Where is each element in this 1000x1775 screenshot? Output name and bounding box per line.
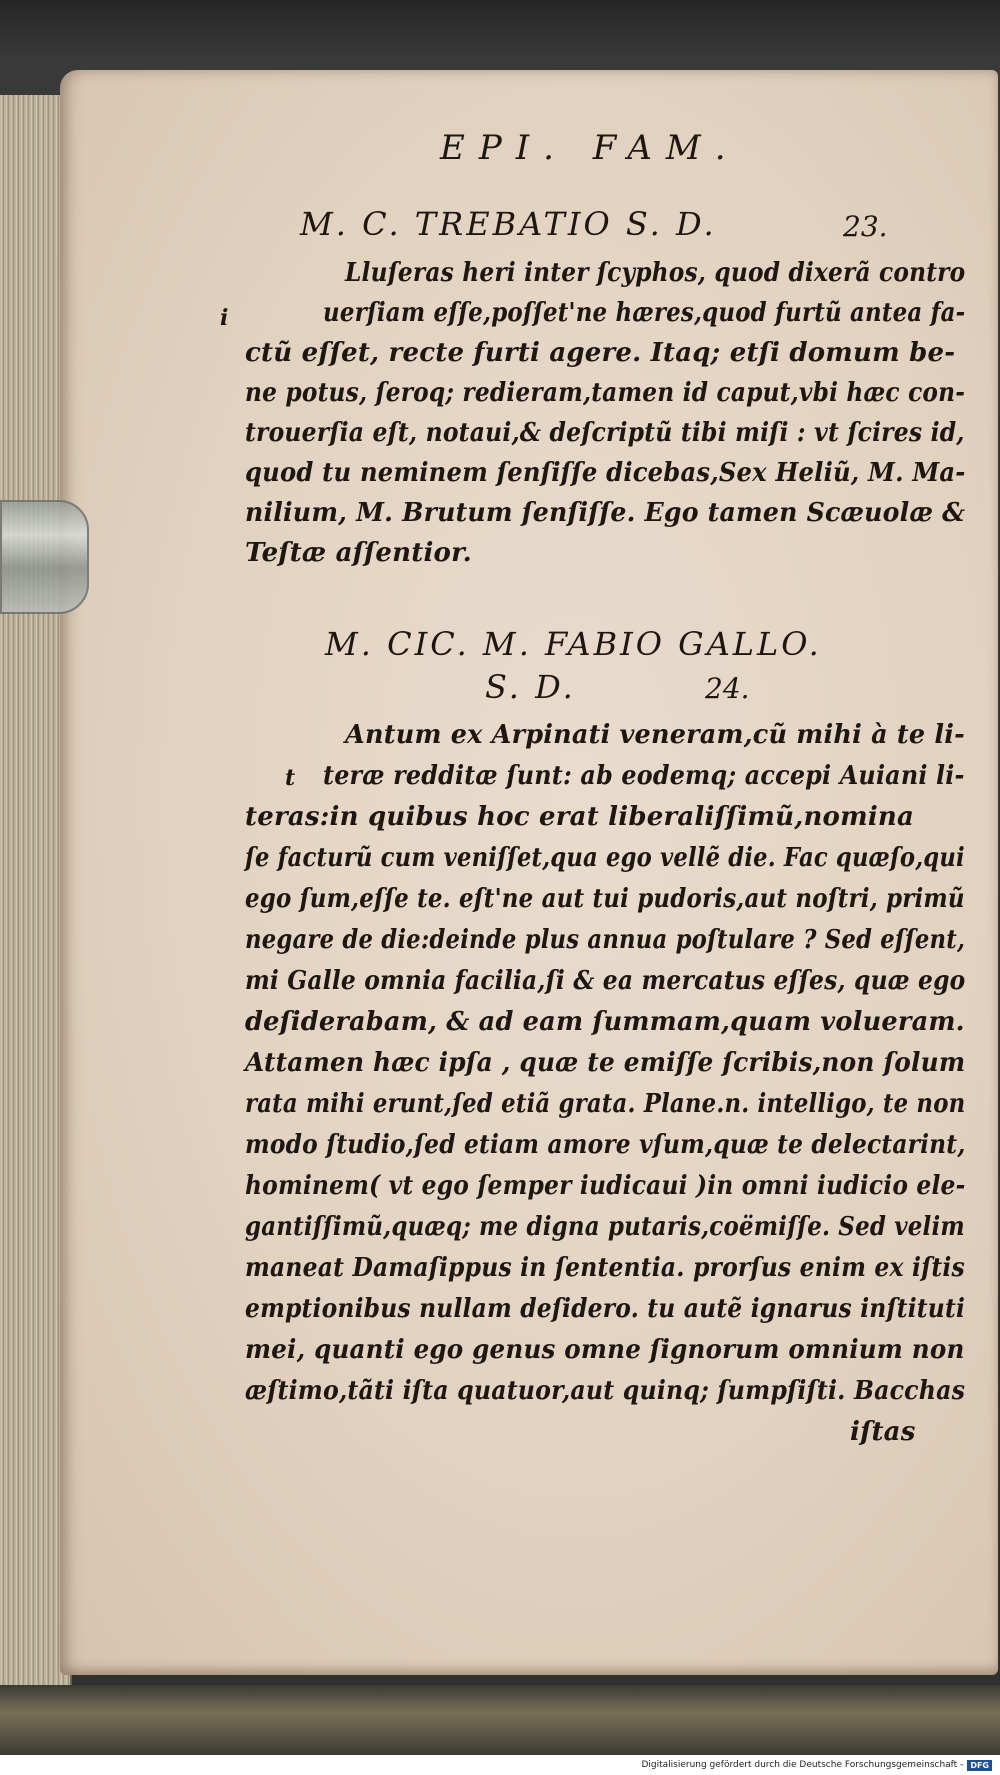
text-line: gantiſſimũ,quæq; me digna putaris,coëmiſſe. Sed velim [245,1212,965,1242]
text-line: teras:in quibus hoc erat liberaliſſimũ,nomina [245,802,915,832]
text-line: æſtimo,tãti iſta quatuor,aut quinq; ſumpſiſti. Bacchas [245,1376,966,1406]
footer-credit: Digitalisierung gefördert durch die Deutsche Forschungsgemeinschaft - [641,1760,964,1770]
text-line: nilium, M. Brutum ſenſiſſe. Ego tamen Scæuolæ & [245,498,966,528]
text-line: trouerſia eſt, notaui,& deſcriptũ tibi miſi : vt ſcires id, [245,418,965,448]
text-line: teræ redditæ ſunt: ab eodemq; accepi Auiani li- [323,761,965,791]
text-line: hominem( vt ego ſemper iudicaui )in omni iudicio ele- [245,1171,966,1201]
text-line: ego ſum,eſſe te. eſt'ne aut tui pudoris,aut noſtri, primũ [245,884,965,914]
letter-24-heading-line2: S. D. [485,668,576,706]
text-line: deſiderabam, & ad eam ſummam,quam volueram. [245,1007,965,1037]
letter-23-number: 23. [843,210,888,243]
text-line: modo ſtudio,ſed etiam amore vſum,quæ te delectarint, [245,1130,966,1160]
text-line: iſtas [850,1417,916,1447]
footer-bar [0,1755,1000,1775]
running-head: EPI. FAM. [440,128,740,168]
text-line: ctũ eſſet, recte furti agere. Itaq; etſi domum be- [245,338,956,368]
letter-23-heading: M. C. TREBATIO S. D. [300,205,717,243]
dfg-logo: DFG [967,1760,992,1771]
text-line: mei, quanti ego genus omne ſignorum omnium non [245,1335,965,1365]
text-line: ne potus, ſeroq; redieram,tamen id caput,vbi hæc con- [245,378,966,408]
text-line: Antum ex Arpinati veneram,cũ mihi à te li- [345,720,965,750]
text-line: maneat Damaſippus in ſententia. prorſus enim ex iſtis [245,1253,965,1283]
text-line: Lluſeras heri inter ſcyphos, quod dixerã contro [345,258,966,288]
page-clip [0,500,89,614]
text-line: mi Galle omnia facilia,ſi & ea mercatus eſſes, quæ ego [245,966,966,996]
letter-24-number: 24. [705,672,750,705]
bottom-binding-strip [0,1685,1000,1755]
letter-24-heading-line1: M. CIC. M. FABIO GALLO. [325,625,822,663]
text-line: quod tu neminem ſenſiſſe dicebas,Sex Heliũ, M. Ma- [245,458,966,488]
text-line: emptionibus nullam deſidero. tu autẽ ignarus inſtituti [245,1294,966,1324]
margin-mark: i [220,305,229,331]
margin-mark: t [285,765,296,791]
text-line: Attamen hæc ipſa , quæ te emiſſe ſcribis,non ſolum [245,1048,966,1078]
text-line: negare de die:deinde plus annua poſtulare ? Sed eſſent, [245,925,966,955]
text-line: Teſtæ aſſentior. [245,538,472,568]
text-line: uerſiam eſſe,poſſet'ne hæres,quod furtũ antea fa- [323,298,966,328]
text-line: ſe facturũ cum veniſſet,qua ego vellẽ die. Fac quæſo,qui [245,843,965,873]
text-line: rata mihi erunt,ſed etiã grata. Plane.n. intelligo, te non [245,1089,966,1119]
